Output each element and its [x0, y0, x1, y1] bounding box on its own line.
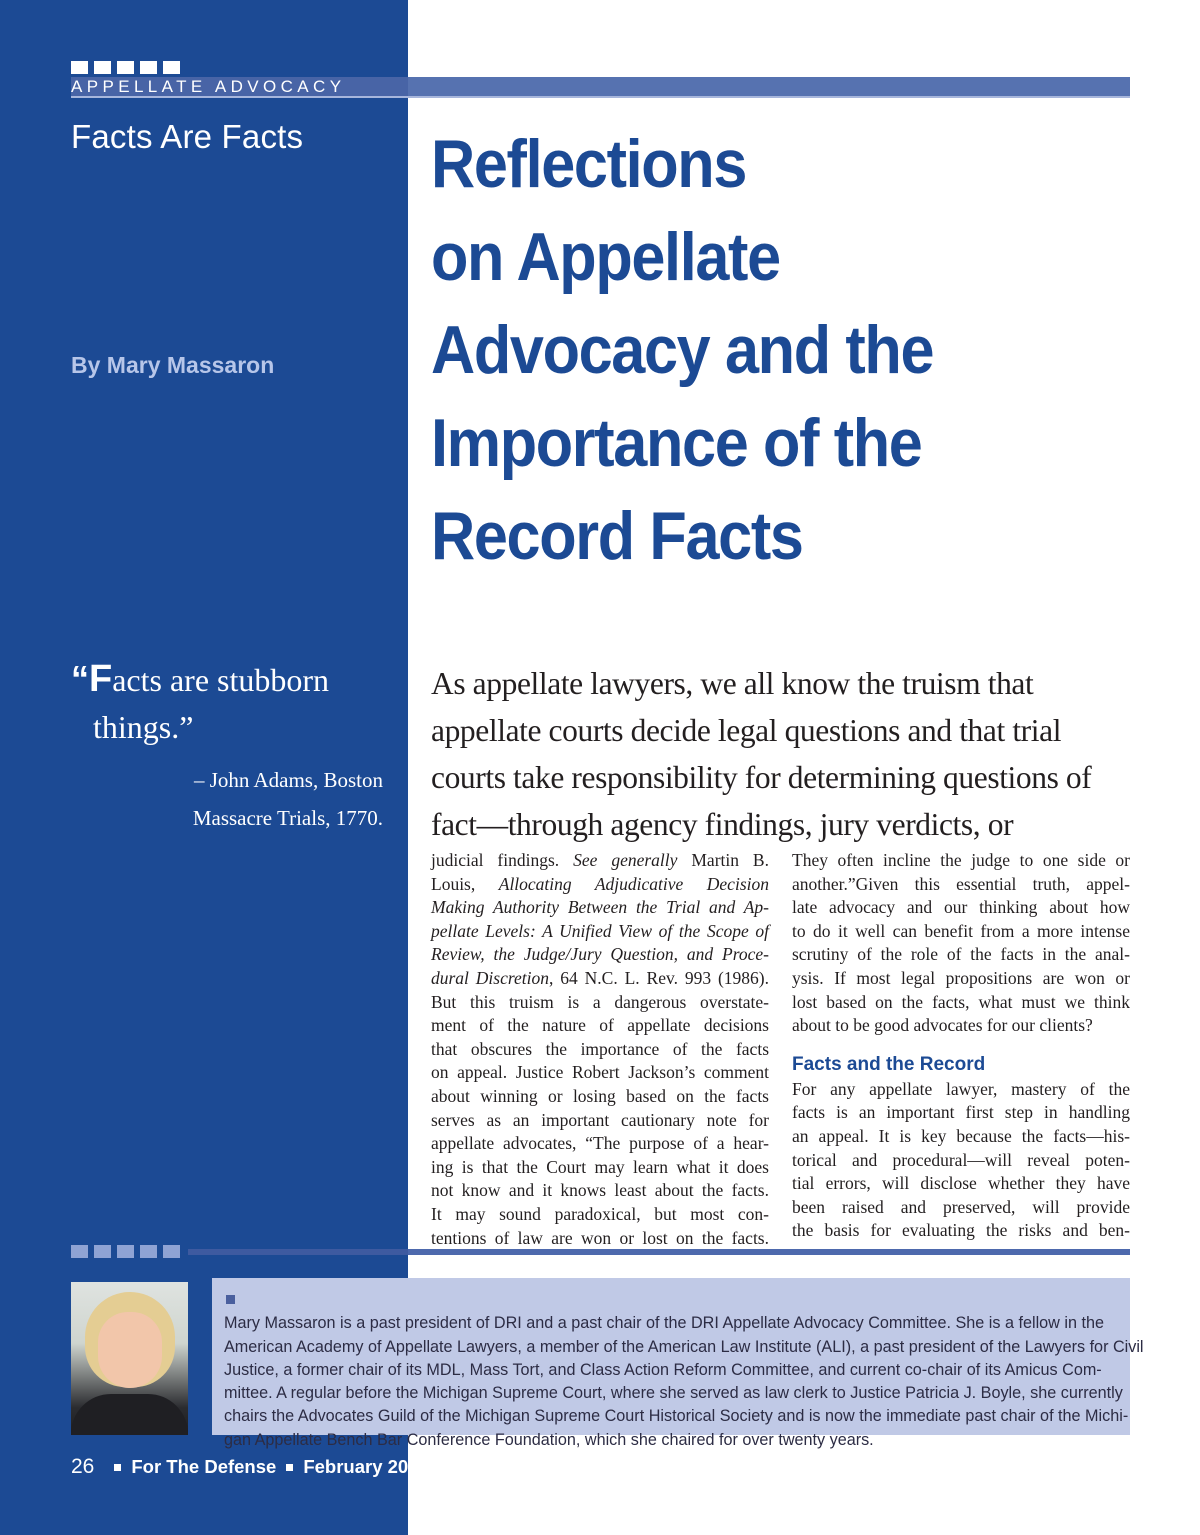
- bio-line: gan Appellate Bench Bar Conference Foundation, which she chaired for over twenty years.: [224, 1430, 874, 1449]
- footer-separator-icon: [286, 1464, 293, 1471]
- body-line: been raised and preserved, will provide: [792, 1196, 1130, 1217]
- pull-quote: [71, 655, 391, 837]
- square-marker: [117, 61, 134, 74]
- photo-body-shape: [71, 1394, 188, 1435]
- footer-separator-icon: [114, 1464, 121, 1471]
- body-line: ing is that the Court may learn what it does: [431, 1156, 769, 1177]
- square-marker: [71, 61, 88, 74]
- body-line: dural Discretion, 64 N.C. L. Rev. 993 (1986).: [431, 967, 769, 988]
- bio-line: American Academy of Appellate Lawyers, a member of the American Law Institute (ALI), a past president of the Lawyers for Civil: [224, 1337, 1144, 1356]
- body-line: to do it well can benefit from a more intense: [792, 920, 1130, 941]
- headline-line: Importance of the: [431, 405, 922, 481]
- attribution-line: – John Adams, Boston: [193, 768, 383, 792]
- bio-line: chairs the Advocates Guild of the Michigan Supreme Court Historical Society and is now the immediate past chair of the Michi-: [224, 1407, 1129, 1426]
- square-marker: [94, 61, 111, 74]
- citation-italic: Review, the Judge/Jury Question, and Proce-: [431, 944, 769, 965]
- byline: By Mary Massaron: [71, 352, 275, 378]
- body-column-left: [431, 849, 769, 1250]
- square-marker: [140, 61, 157, 74]
- body-line: an appeal. It is key because the facts—his-: [792, 1125, 1130, 1146]
- section-subtitle: Facts Are Facts: [71, 118, 304, 155]
- square-marker: [94, 1245, 111, 1258]
- article-headline: [431, 118, 1097, 583]
- lead-paragraph: [431, 660, 1131, 848]
- photo-face-shape: [98, 1312, 162, 1388]
- page-number: 26: [71, 1455, 95, 1478]
- body-line: another.”Given this essential truth, appel-: [792, 873, 1130, 894]
- bio-line: [224, 1289, 1120, 1336]
- body-line: [431, 920, 769, 944]
- issue-date: February 2020: [303, 1456, 429, 1477]
- citation-italic: See generally: [573, 850, 678, 870]
- body-line: about to be good advocates for our clients?: [792, 1015, 1093, 1036]
- lead-line: fact—through agency findings, jury verdicts, or: [431, 807, 1014, 842]
- body-line: facts is an important first step in handling: [792, 1102, 1130, 1123]
- body-line: ysis. If most legal propositions are won or: [792, 967, 1130, 988]
- body-line: appellate advocates, “The purpose of a hear-: [431, 1133, 769, 1154]
- bio-line: mittee. A regular before the Michigan Supreme Court, where she served as law clerk to Justice Patricia J. Boyle, she currently: [224, 1384, 1123, 1403]
- body-line: torical and procedural—will reveal poten-: [792, 1149, 1130, 1170]
- quote-line-2: things.”: [93, 709, 194, 745]
- bio-line: Justice, a former chair of its MDL, Mass Tort, and Class Action Reform Committee, and current co-chair of its Amicus Com-: [224, 1360, 1102, 1379]
- lead-line: appellate courts decide legal questions and that trial: [431, 713, 1062, 748]
- body-line: not know and it knows least about the facts.: [431, 1180, 769, 1201]
- body-line: on appeal. Justice Robert Jackson’s comment: [431, 1062, 769, 1083]
- page-footer: [71, 1455, 429, 1479]
- body-line: late advocacy and our thinking about how: [792, 897, 1130, 918]
- author-bio-box: [212, 1278, 1144, 1449]
- author-photo: [71, 1282, 188, 1435]
- bio-rule-right: [408, 1249, 1130, 1255]
- body-line: that obscures the importance of the facts: [431, 1038, 769, 1059]
- body-line: They often incline the judge to one side or: [792, 850, 1130, 870]
- section-rule-underline: [71, 96, 1130, 98]
- body-line: scrutiny of the role of the facts in the anal-: [792, 944, 1130, 965]
- body-column-right: [792, 849, 1130, 1243]
- body-line: But this truism is a dangerous overstate-: [431, 991, 769, 1012]
- quote-line-1: acts are stubborn: [112, 662, 330, 698]
- citation-italic: pellate Levels: A Unified View of the Scope of: [431, 920, 769, 941]
- body-line: about winning or losing based on the facts: [431, 1085, 769, 1106]
- body-line: [431, 943, 769, 967]
- square-marker: [140, 1245, 157, 1258]
- section-rule-right: [408, 77, 1130, 96]
- quote-open-mark: “: [71, 658, 89, 699]
- square-bullet-icon: [226, 1295, 235, 1304]
- square-marker: [117, 1245, 134, 1258]
- decorative-squares-top: [71, 61, 180, 74]
- body-line: [431, 896, 769, 920]
- square-marker: [163, 1245, 180, 1258]
- pull-quote-text: [71, 655, 391, 751]
- bio-line-text: Mary Massaron is a past president of DRI and a past chair of the DRI Appellate Advocacy Committee. She is a fellow in the: [224, 1314, 1104, 1333]
- headline-line: Record Facts: [431, 498, 803, 574]
- headline-line: Reflections: [431, 126, 747, 202]
- decorative-squares-bottom: [71, 1245, 180, 1258]
- body-line: It may sound paradoxical, but most con-: [431, 1203, 769, 1224]
- body-line: serves as an important cautionary note for: [431, 1109, 769, 1130]
- body-line: judicial findings. See generally Martin B.: [431, 850, 769, 870]
- citation-italic: dural Discretion: [431, 967, 550, 988]
- attribution-line: Massacre Trials, 1770.: [192, 806, 383, 830]
- square-marker: [71, 1245, 88, 1258]
- body-line: ment of the nature of appellate decisions: [431, 1015, 769, 1036]
- citation-italic: Allocating Adjudicative Decision: [498, 873, 769, 894]
- body-line: tentions of law are won or lost on the facts.: [431, 1227, 769, 1248]
- body-line: Louis, Allocating Adjudicative Decision: [431, 873, 769, 894]
- quote-drop-letter: F: [89, 658, 113, 700]
- body-line: lost based on the facts, what must we think: [792, 991, 1130, 1012]
- quote-attribution: [71, 761, 391, 837]
- headline-line: on Appellate: [431, 219, 780, 295]
- square-marker: [163, 61, 180, 74]
- headline-line: Advocacy and the: [431, 312, 934, 388]
- body-line: For any appellate lawyer, mastery of the: [792, 1078, 1130, 1099]
- body-line: the basis for evaluating the risks and ben-: [792, 1220, 1130, 1241]
- subsection-heading: Facts and the Record: [792, 1053, 986, 1075]
- body-line: tial errors, will disclose whether they have: [792, 1173, 1130, 1194]
- publication-name: For The Defense: [131, 1456, 277, 1477]
- lead-line: courts take responsibility for determining questions of: [431, 760, 1092, 795]
- section-label: APPELLATE ADVOCACY: [71, 77, 346, 96]
- lead-line: As appellate lawyers, we all know the truism that: [431, 666, 1034, 701]
- citation-italic: Making Authority Between the Trial and Ap-: [431, 897, 769, 918]
